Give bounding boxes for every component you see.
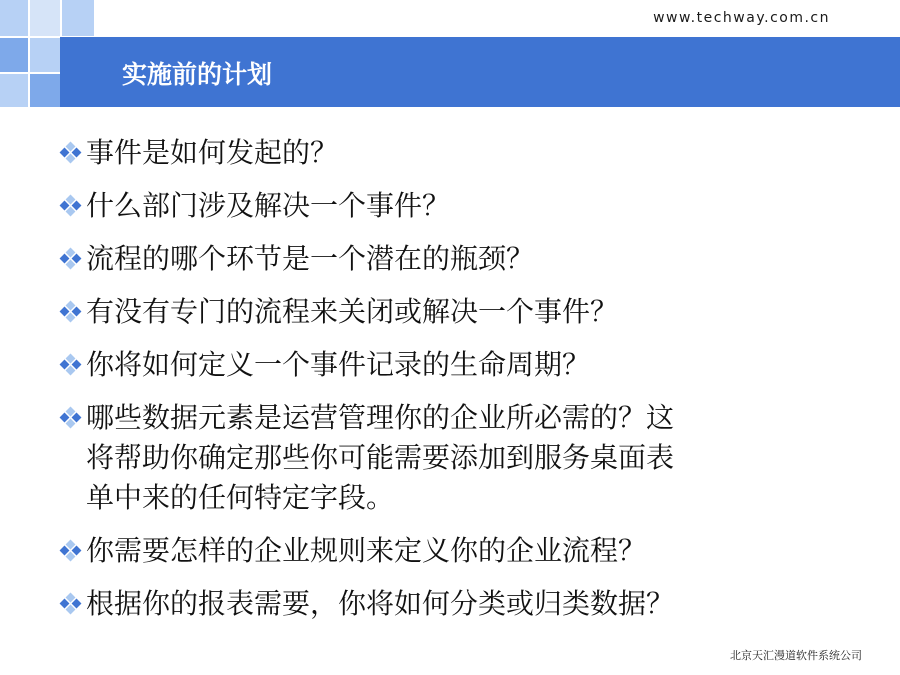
bullet-item [58,186,858,226]
diamond-bullet-icon [58,239,86,279]
bullet-text: 事件是如何发起的？ [86,136,339,169]
decor-square [0,74,28,107]
bullet-text: 你将如何定义一个事件记录的生命周期？ [86,348,591,381]
bullet-item [58,292,858,332]
bullet-text: 有没有专门的流程来关闭或解决一个事件？ [86,295,619,328]
diamond-bullet-icon [58,584,86,624]
decor-square [30,74,60,107]
decor-square [0,0,28,36]
company-footer: 北京天汇漫道软件系统公司 [730,649,862,662]
bullet-text: 什么部门涉及解决一个事件？ [86,189,451,222]
diamond-bullet-icon [58,292,86,332]
decor-square [30,0,60,36]
bullet-list [58,133,858,637]
bullet-item [58,239,858,279]
decor-square [30,38,60,72]
diamond-bullet-icon [58,133,86,173]
decor-square [0,38,28,72]
diamond-bullet-icon [58,186,86,226]
bullet-item [58,398,858,518]
diamond-bullet-icon [58,345,86,385]
diamond-bullet-icon [58,531,86,571]
bullet-text: 根据你的报表需要，你将如何分类或归类数据？ [86,587,675,620]
website-url: www.techway.com.cn [653,10,830,26]
bullet-text: 流程的哪个环节是一个潜在的瓶颈？ [86,242,535,275]
diamond-bullet-icon [58,398,86,438]
bullet-text: 哪些数据元素是运营管理你的企业所必需的？这 将帮助你确定那些你可能需要添加到服务桌面表 单中来的任何特定字段。 [86,401,675,514]
bullet-text: 你需要怎样的企业规则来定义你的企业流程？ [86,534,647,567]
bullet-item [58,531,858,571]
bullet-item [58,584,858,624]
page-title: 实施前的计划 [122,60,273,89]
decor-square [62,0,94,36]
bullet-item [58,345,858,385]
bullet-item [58,133,858,173]
